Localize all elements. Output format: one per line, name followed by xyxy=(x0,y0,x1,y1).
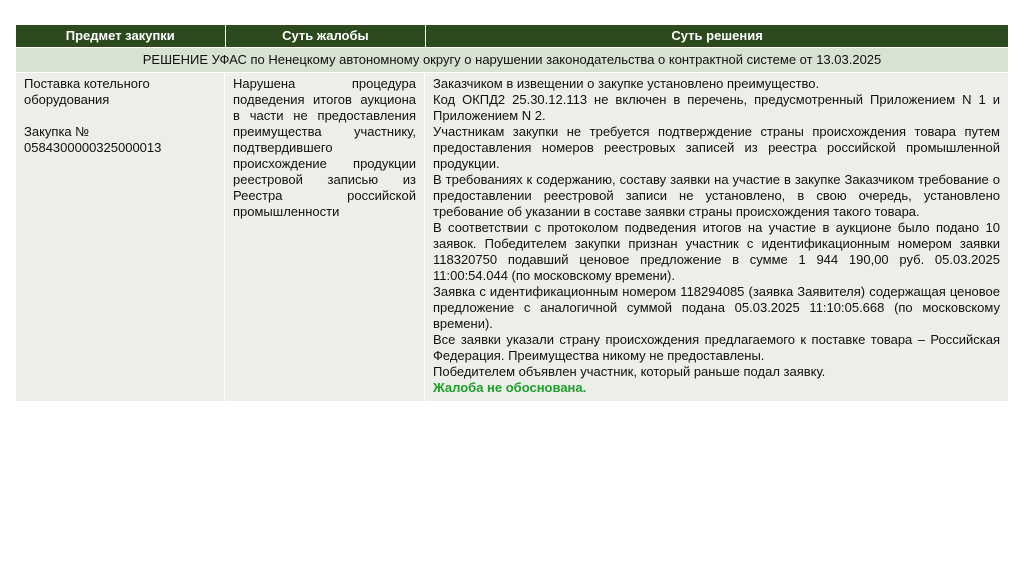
table-header xyxy=(16,25,1008,47)
table-row xyxy=(16,72,1008,401)
decision-paragraph: Код ОКПД2 25.30.12.113 не включен в перечень, предусмотренный Приложением N 1 и Приложением N 2. xyxy=(433,92,1000,123)
decision-paragraph: Заявка с идентификационным номером 118294085 (заявка Заявителя) содержащая ценовое предложение с аналогичной суммой подана 05.03.2025 11:10:05.668 (по московскому времени). xyxy=(433,284,1000,331)
decision-paragraph: В соответствии с протоколом подведения итогов на участие в аукционе было подано 10 заявок. Победителем закупки признан участник с идентификационным номером заявки 118320750 подавший ценовое предложение в сумме 1 944 190,00 руб. 05.03.2025 11:00:54.044 (по московскому времени). xyxy=(433,220,1000,283)
purchase-label: Закупка № xyxy=(24,124,90,139)
decision-title: РЕШЕНИЕ УФАС по Ненецкому автономному округу о нарушении законодательства о контрактной системе от 13.03.2025 xyxy=(16,47,1008,72)
header-complaint: Суть жалобы xyxy=(226,25,427,47)
complaint-cell xyxy=(225,73,425,401)
subject-cell xyxy=(16,73,225,401)
complaints-table xyxy=(16,25,1008,401)
decision-paragraph: В требованиях к содержанию, составу заявки на участие в закупке Заказчиком требование о предоставлении реестровой записи не установлено, в свою очередь, установлено требование об указании в составе заявки страны происхождения такого товара. xyxy=(433,172,1000,219)
verdict: Жалоба не обоснована. xyxy=(433,380,587,395)
decision-cell xyxy=(425,73,1008,401)
decision-paragraph: Участникам закупки не требуется подтверждение страны происхождения товара путем предоставления номеров реестровых записей из реестра российской промышленной продукции. xyxy=(433,124,1000,171)
subject-name: Поставка котельного оборудования xyxy=(24,76,150,107)
decision-paragraph: Заказчиком в извещении о закупке установлено преимущество. xyxy=(433,76,820,91)
decision-paragraph: Все заявки указали страну происхождения предлагаемого к поставке товара – Российская Федерация. Преимущества никому не предоставлены. xyxy=(433,332,1000,363)
header-subject: Предмет закупки xyxy=(16,25,226,47)
decision-paragraph: Победителем объявлен участник, который раньше подал заявку. xyxy=(433,364,826,379)
purchase-number: 0584300000325000013 xyxy=(24,140,162,155)
complaint-text: Нарушена процедура подведения итогов аукциона в части не предоставления преимущества участнику, подтвердившего происхождение продукции реестровой записью из Реестра российской промышленности xyxy=(233,76,416,219)
header-decision: Суть решения xyxy=(671,28,763,43)
